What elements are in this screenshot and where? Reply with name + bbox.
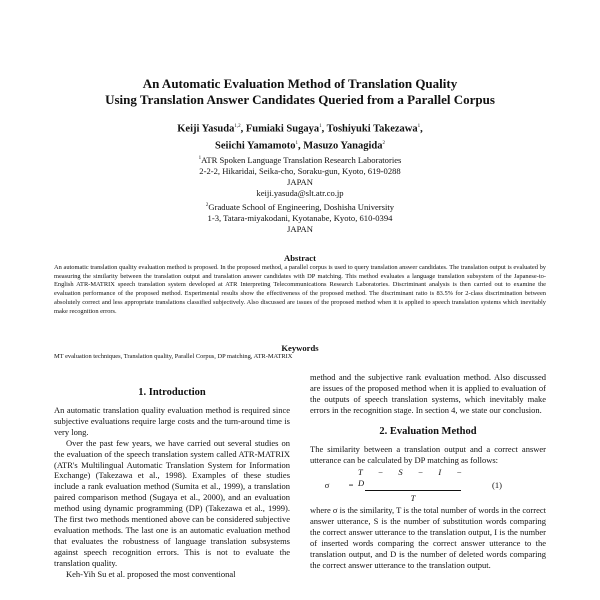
author-separator: , — [297, 140, 304, 151]
affiliation-2-address: 1-3, Tatara-miyakodani, Kyotanabe, Kyoto, 610-0394 — [207, 212, 393, 223]
intro-paragraph-1: An automatic translation quality evaluation method is required since subjective evaluations require large costs and the turn-around time is very long. — [54, 405, 290, 437]
equation-lhs: σ — [324, 479, 330, 490]
equation-fraction — [358, 467, 468, 505]
keywords-text: MT evaluation techniques, Translation quality, Parallel Corpus, DP matching, ATR-MATRIX — [54, 353, 293, 360]
introduction-heading: 1. Introduction — [138, 387, 206, 398]
affiliation-1-country: JAPAN — [287, 177, 313, 188]
abstract-heading: Abstract — [284, 253, 316, 263]
author-affiliation-mark: 1 — [417, 124, 421, 129]
affiliation-1-address: 2-2-2, Hikaridai, Seika-cho, Soraku-gun, Kyoto, 619-0288 — [199, 166, 401, 177]
abstract-text: An automatic translation quality evaluation method is proposed. In the proposed method, a parallel corpus is used to query translation answer candidates. The translation output is evaluated by measuring the similarity between the translation output and translation answer candidates with DP matching. This method evaluates a language translation subsystem of the Japanese-to-English ATR-MATRIX speech translation system developed at ATR Interpreting Telecommunications Research Laboratories. Discriminant analysis is then carried out to examine the evaluation performance of the proposed method. Experimental results show the effectiveness of the proposed method. The discriminant ratio is 83.5% for 2-class discrimination between absolutely correct and less appropriate translations classified subjectively. Also discussed are issues of the proposed method when it is applied to speech translation systems which inevitably make recognition errors. — [54, 264, 546, 315]
author-list — [40, 120, 560, 153]
affiliation-name: ATR Spoken Language Translation Research Laboratories — [201, 154, 402, 165]
paper-title — [40, 76, 560, 108]
equation-numerator: T − S − I − D — [358, 466, 468, 488]
author-name: Seiichi Yamamoto — [215, 140, 296, 151]
author-separator: , — [321, 123, 327, 135]
affiliation-mark: 1 — [198, 156, 202, 161]
affiliation-2-country: JAPAN — [287, 223, 313, 234]
author-line-1 — [40, 120, 560, 137]
right-paragraph-1: method and the subjective rank evaluation method. Also discussed are issues of the proposed method when it is applied to evaluation of the outputs of speech translation systems, which inevitably make errors in the recognition stage. In section 4, we state our conclusion. — [310, 372, 546, 415]
keywords-heading: Keywords — [281, 343, 319, 353]
evaluation-paragraph-2: where σ is the similarity, T is the total number of words in the correct answer utterance, S is the number of substitution words comparing the correct answer utterance to the translation output, I is the number of inserted words comparing the correct answer utterance to the translation output, and D is the number of deleted words comparing the correct answer utterance to the translation output. — [310, 505, 546, 570]
affiliation-1-name — [40, 153, 560, 166]
evaluation-paragraph-1: The similarity between a translation output and a correct answer utterance can be calculated by DP matching as follows: — [310, 443, 546, 465]
intro-paragraph-2: Over the past few years, we have carried out several studies on the evaluation of the speech translation system called ATR-MATRIX (ATR's Multilingual Automatic Translation System for Information Exchange) (Takezawa et al., 1998). Examples of these studies include a rank evaluation method (Sumita et al., 1999), a translation paired comparison method (Sugaya et al., 2000), and an evaluation method using dynamic programming (DP) (Takezawa et al., 1999). The first two methods mentioned above can be considered subjective evaluation methods. The last one is an automatic evaluation method that evaluates the robustness of language translation subsystems against speech recognition errors. This is not to evaluate the translation quality. — [54, 437, 290, 568]
author-line-2 — [40, 137, 560, 154]
author-separator: , — [240, 123, 246, 135]
equation-equals: = — [348, 479, 354, 490]
author-name: Fumiaki Sugaya — [245, 123, 320, 135]
affiliations — [40, 153, 560, 235]
author-email: keiji.yasuda@slt.atr.co.jp — [256, 188, 344, 199]
author-affiliation-mark: 1 — [319, 124, 322, 129]
left-column — [54, 372, 290, 580]
equation-denominator: T — [410, 493, 416, 504]
author-separator: , — [420, 123, 423, 135]
affiliation-name: Graduate School of Engineering, Doshisha University — [208, 201, 395, 212]
similarity-equation — [310, 465, 546, 505]
equation-number: (1) — [492, 479, 502, 490]
title-line-2: Using Translation Answer Candidates Queried from a Parallel Corpus — [105, 92, 495, 107]
author-affiliation-mark: 1 — [295, 140, 298, 146]
affiliation-mark: 2 — [205, 202, 209, 208]
author-affiliation-mark: 2 — [382, 140, 385, 146]
affiliation-2-name — [40, 200, 560, 213]
author-name: Masuzo Yanagida — [303, 140, 383, 151]
fraction-bar — [365, 490, 461, 491]
author-name: Toshiyuki Takezawa — [326, 123, 418, 135]
author-name: Keiji Yasuda — [177, 123, 235, 135]
author-affiliation-mark: 1,2 — [234, 124, 241, 129]
title-line-1: An Automatic Evaluation Method of Translation Quality — [142, 76, 458, 91]
intro-paragraph-3: Keh-Yih Su et al. proposed the most conventional — [66, 568, 236, 579]
right-column — [310, 372, 546, 571]
evaluation-method-heading: 2. Evaluation Method — [379, 425, 477, 437]
